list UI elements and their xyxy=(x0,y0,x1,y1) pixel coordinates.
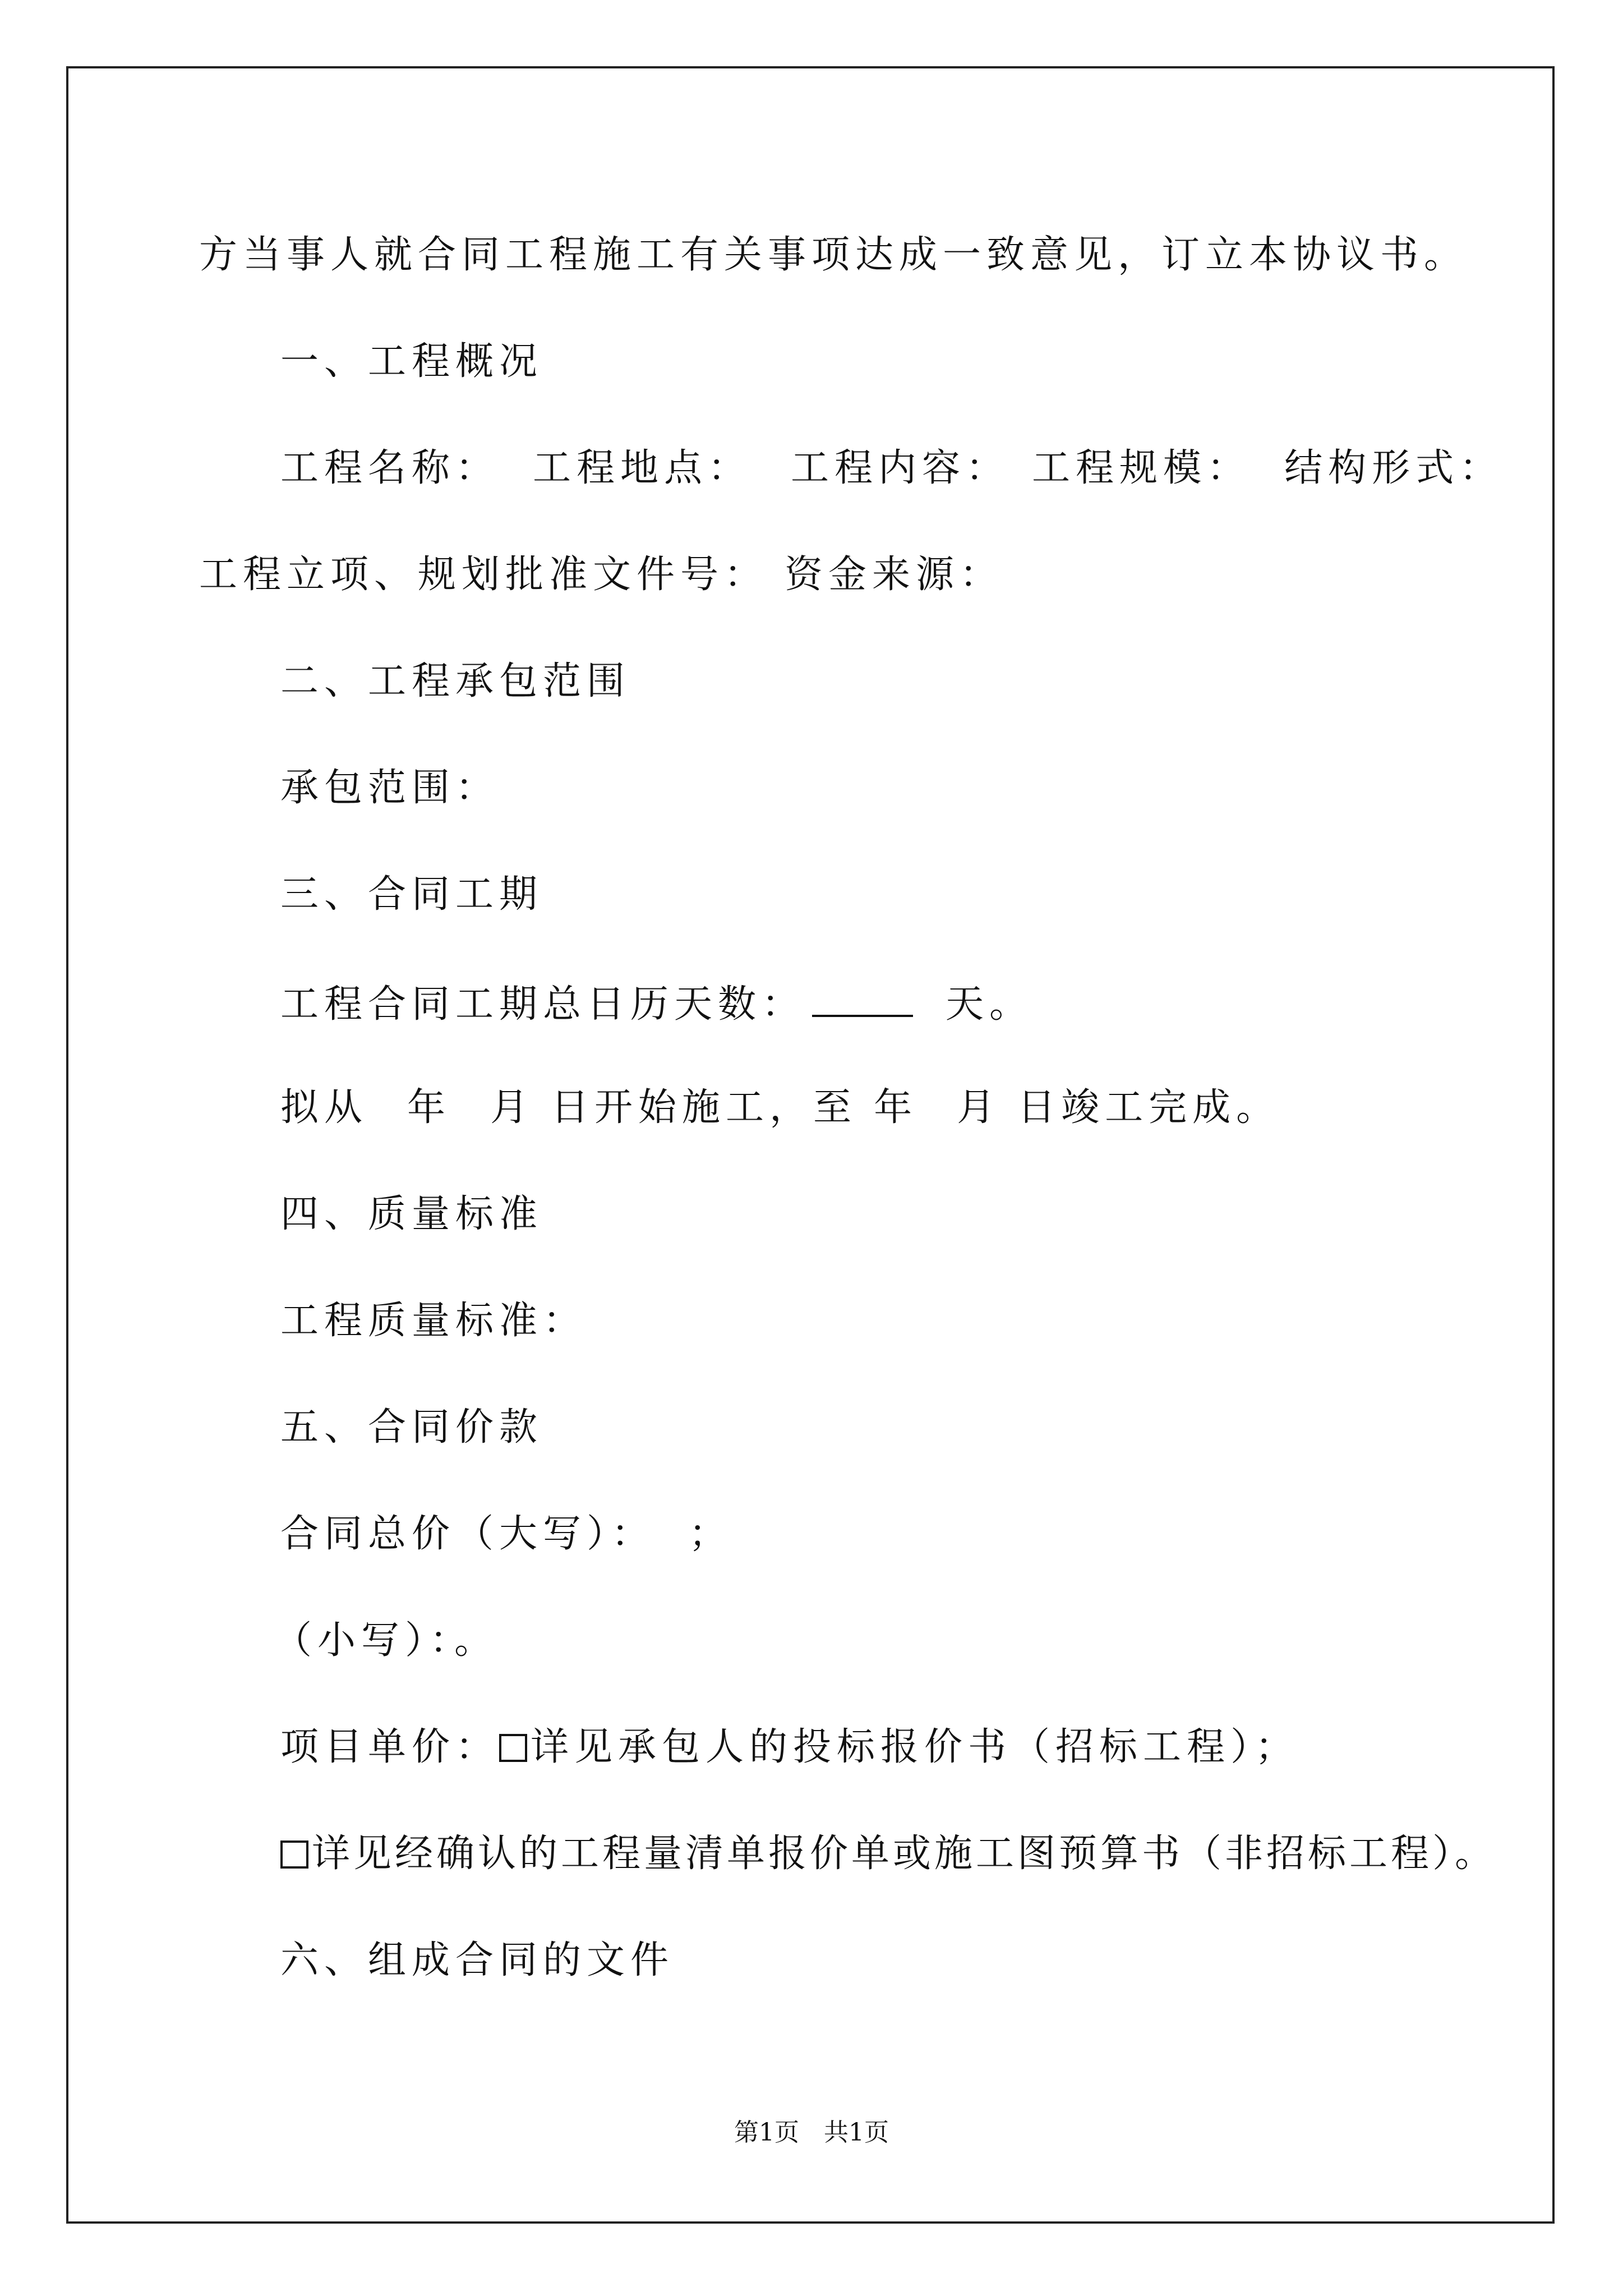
bid-quote-option-label: 详见承包人的投标报价书（招标工程）； xyxy=(531,1725,1299,1769)
project-name-label: 工程名称： xyxy=(280,446,500,490)
approval-fund-line xyxy=(199,553,1003,597)
page-border xyxy=(66,66,1555,2224)
non-bid-option-label: 详见经确认的工程量清单报价单或施工图预算书（非招标工程）。 xyxy=(312,1832,1497,1876)
unit-price-line xyxy=(280,1725,1299,1770)
project-content-label: 工程内容： xyxy=(791,446,1010,490)
non-bid-option-line xyxy=(280,1832,1496,1876)
total-price-upper-line: 合同总价（大写）： ； xyxy=(280,1512,733,1556)
project-scale-label: 工程规模： xyxy=(1032,446,1251,490)
unit-price-label: 项目单价： xyxy=(280,1725,500,1769)
fund-source-label: 资金来源： xyxy=(785,553,1004,597)
total-days-label: 工程合同工期总日历天数： xyxy=(280,982,806,1027)
section-2-heading: 二、工程承包范围 xyxy=(280,659,631,703)
contract-scope-label: 承包范围： xyxy=(280,766,500,810)
total-days-line xyxy=(280,979,1033,1027)
bid-quote-checkbox[interactable] xyxy=(499,1734,527,1762)
structure-form-label: 结构形式： xyxy=(1284,446,1504,490)
section-6-heading: 六、组成合同的文件 xyxy=(280,1938,675,1982)
intro-paragraph: 方当事人就合同工程施工有关事项达成一致意见，订立本协议书。 xyxy=(199,233,1468,277)
total-price-lower-line: （小写）：。 xyxy=(274,1618,499,1663)
section-1-heading: 一、工程概况 xyxy=(280,339,543,384)
schedule-line: 拟从 年 月 日开始施工，至 年 月 日竣工完成。 xyxy=(280,1085,1280,1130)
section-4-heading: 四、质量标准 xyxy=(280,1192,543,1236)
section-5-heading: 五、合同价款 xyxy=(280,1405,543,1450)
days-unit: 天。 xyxy=(946,982,1034,1027)
section-3-heading: 三、合同工期 xyxy=(280,872,543,917)
project-overview-fields xyxy=(280,446,1503,491)
page-number-footer: 第1页 共1页 xyxy=(734,2118,889,2147)
non-bid-quote-checkbox[interactable] xyxy=(280,1841,308,1869)
project-location-label: 工程地点： xyxy=(533,446,752,490)
total-days-blank xyxy=(812,979,913,1017)
approval-doc-label: 工程立项、规划批准文件号： xyxy=(199,553,768,597)
quality-standard-label: 工程质量标准： xyxy=(280,1299,587,1343)
